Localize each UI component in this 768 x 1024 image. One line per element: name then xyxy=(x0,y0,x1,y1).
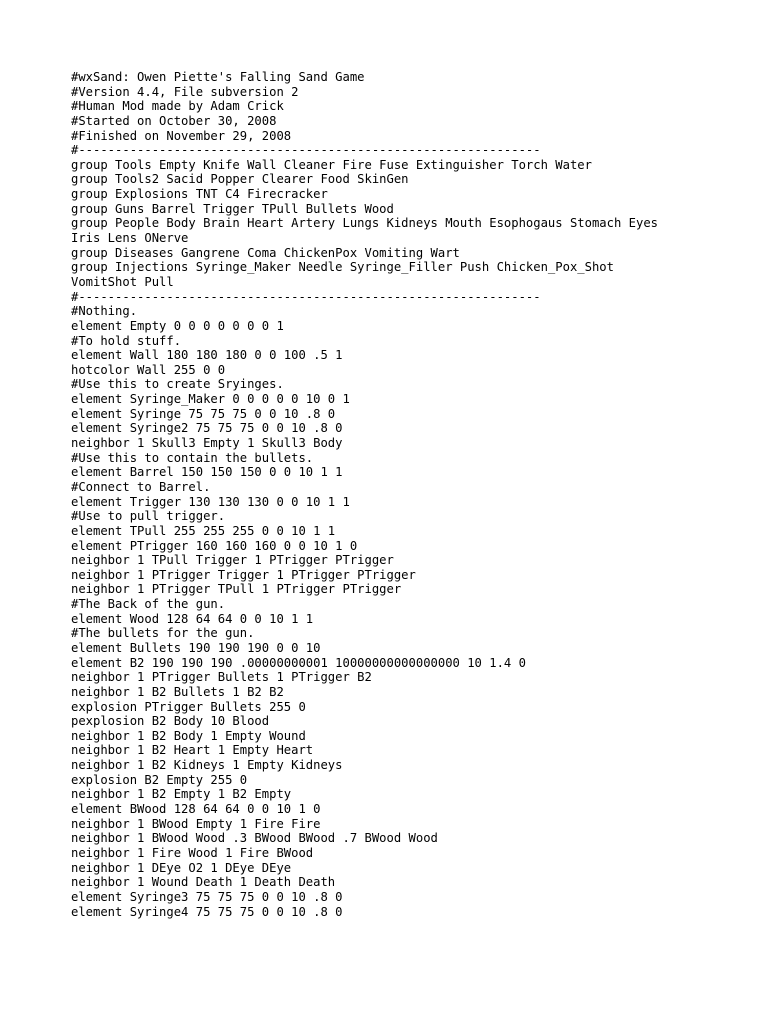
document-line: group Tools Empty Knife Wall Cleaner Fire Fuse Extinguisher Torch Water xyxy=(71,157,592,172)
document-line: #--------------------------------------------------------------- xyxy=(71,143,541,158)
document-line: #Finished on November 29, 2008 xyxy=(71,128,292,143)
document-line: #Use this to contain the bullets. xyxy=(71,450,314,465)
document-line: neighbor 1 BWood Wood .3 BWood BWood .7 BWood Wood xyxy=(71,831,438,846)
document-line: neighbor 1 B2 Heart 1 Empty Heart xyxy=(71,743,314,758)
document-line: element PTrigger 160 160 160 0 0 10 1 0 xyxy=(71,538,358,553)
document-line: element Bullets 190 190 190 0 0 10 xyxy=(71,640,321,655)
document-line: Iris Lens ONerve xyxy=(71,231,189,246)
document-line: hotcolor Wall 255 0 0 xyxy=(71,362,226,377)
document-line: element B2 190 190 190 .00000000001 10000000000000000 10 1.4 0 xyxy=(71,655,526,670)
document-line: neighbor 1 B2 Kidneys 1 Empty Kidneys xyxy=(71,758,343,773)
document-line: group Injections Syringe_Maker Needle Syringe_Filler Push Chicken_Pox_Shot xyxy=(71,260,614,275)
document-line: #Use this to create Sryinges. xyxy=(71,377,284,392)
document-line: element Syringe_Maker 0 0 0 0 0 10 0 1 xyxy=(71,392,350,407)
document-line: #The bullets for the gun. xyxy=(71,626,255,641)
document-line: group Tools2 Sacid Popper Clearer Food SkinGen xyxy=(71,172,409,187)
document-line: group Guns Barrel Trigger TPull Bullets Wood xyxy=(71,201,394,216)
document-line: explosion PTrigger Bullets 255 0 xyxy=(71,699,306,714)
document-line: neighbor 1 PTrigger Bullets 1 PTrigger B2 xyxy=(71,670,372,685)
document-line: pexplosion B2 Body 10 Blood xyxy=(71,714,270,729)
document-line: group Diseases Gangrene Coma ChickenPox Vomiting Wart xyxy=(71,245,460,260)
document-line: neighbor 1 PTrigger Trigger 1 PTrigger PTrigger xyxy=(71,567,416,582)
document-line: group People Body Brain Heart Artery Lungs Kidneys Mouth Esophogaus Stomach Eyes xyxy=(71,216,658,231)
document-line: element Syringe 75 75 75 0 0 10 .8 0 xyxy=(71,406,336,421)
document-line: #Started on October 30, 2008 xyxy=(71,113,277,128)
document-line: #wxSand: Owen Piette's Falling Sand Game xyxy=(71,70,365,84)
document-line: element TPull 255 255 255 0 0 10 1 1 xyxy=(71,523,336,538)
document-line: neighbor 1 TPull Trigger 1 PTrigger PTrigger xyxy=(71,553,394,568)
document-line: element Syringe3 75 75 75 0 0 10 .8 0 xyxy=(71,889,343,904)
document-line: #To hold stuff. xyxy=(71,333,182,348)
document-line: neighbor 1 B2 Bullets 1 B2 B2 xyxy=(71,684,284,699)
document-line: neighbor 1 B2 Body 1 Empty Wound xyxy=(71,728,306,743)
document-line: #The Back of the gun. xyxy=(71,597,226,612)
document-line: element Syringe2 75 75 75 0 0 10 .8 0 xyxy=(71,421,343,436)
document-line: #--------------------------------------------------------------- xyxy=(71,289,541,304)
document-line: #Nothing. xyxy=(71,304,138,319)
document-line: explosion B2 Empty 255 0 xyxy=(71,772,248,787)
document-line: #Use to pull trigger. xyxy=(71,509,226,524)
document-line: element Barrel 150 150 150 0 0 10 1 1 xyxy=(71,465,343,480)
document-line: VomitShot Pull xyxy=(71,274,174,289)
document-line: neighbor 1 B2 Empty 1 B2 Empty xyxy=(71,787,292,802)
document-line: #Human Mod made by Adam Crick xyxy=(71,99,284,114)
document-line: neighbor 1 BWood Empty 1 Fire Fire xyxy=(71,816,321,831)
document-line: neighbor 1 PTrigger TPull 1 PTrigger PTrigger xyxy=(71,582,402,597)
document-line: element Syringe4 75 75 75 0 0 10 .8 0 xyxy=(71,904,343,919)
document-line: group Explosions TNT C4 Firecracker xyxy=(71,187,328,202)
document-line: neighbor 1 Wound Death 1 Death Death xyxy=(71,875,336,890)
document-line: #Version 4.4, File subversion 2 xyxy=(71,84,299,99)
document-line: element Wood 128 64 64 0 0 10 1 1 xyxy=(71,611,314,626)
document-line: #Connect to Barrel. xyxy=(71,479,211,494)
document-line: element Trigger 130 130 130 0 0 10 1 1 xyxy=(71,494,350,509)
document-line: neighbor 1 Fire Wood 1 Fire BWood xyxy=(71,845,314,860)
document-body xyxy=(71,70,751,919)
document-line: element BWood 128 64 64 0 0 10 1 0 xyxy=(71,802,321,817)
document-line: element Wall 180 180 180 0 0 100 .5 1 xyxy=(71,348,343,363)
document-line: neighbor 1 Skull3 Empty 1 Skull3 Body xyxy=(71,436,343,451)
document-line: neighbor 1 DEye O2 1 DEye DEye xyxy=(71,860,292,875)
document-line: element Empty 0 0 0 0 0 0 0 1 xyxy=(71,318,284,333)
